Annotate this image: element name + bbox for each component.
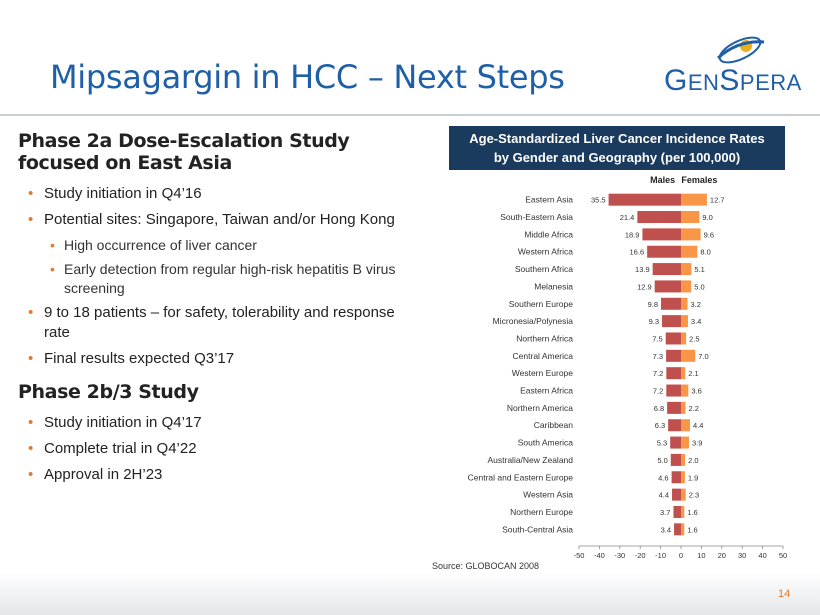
data-label-females: 1.6 (687, 507, 698, 517)
page-number: 14 (778, 588, 791, 600)
category-label: South-Eastern Asia (500, 212, 573, 223)
bar-males (662, 315, 681, 327)
section2-heading: Phase 2b/3 Study (18, 381, 199, 403)
data-label-males: 7.5 (652, 334, 663, 344)
x-tick-label: -10 (655, 551, 667, 558)
data-label-males: 13.9 (635, 265, 650, 275)
x-tick-label: 10 (697, 551, 706, 558)
subbullet-early-detection: • Early detection from regular high-risk hepatitis B virus screening (18, 260, 403, 298)
bullet-study-initiation: • Study initiation in Q4’16 (18, 184, 403, 204)
category-label: Eastern Asia (525, 194, 573, 205)
x-tick-label: -30 (614, 551, 626, 558)
bar-females (681, 246, 697, 258)
data-label-females: 3.9 (691, 438, 703, 448)
data-label-males: 7.2 (652, 386, 664, 396)
data-label-females: 8.0 (700, 247, 711, 257)
chart-banner (449, 126, 785, 170)
data-label-females: 4.4 (692, 421, 704, 431)
bar-males (666, 367, 681, 379)
x-tick-label: 0 (678, 551, 684, 558)
category-label: Southern Africa (514, 264, 573, 275)
bullet-final-results: • Final results expected Q3’17 (18, 349, 403, 369)
slide-title: Mipsagargin in HCC – Next Steps (50, 58, 565, 96)
bar-males (672, 471, 681, 483)
bar-females (681, 194, 707, 206)
bar-males (653, 263, 681, 275)
data-label-males: 4.6 (658, 473, 669, 483)
x-tick-label: 20 (717, 551, 726, 558)
category-label: Eastern Africa (520, 385, 573, 396)
category-label: Melanesia (534, 281, 573, 292)
title-divider (0, 114, 820, 116)
data-label-males: 16.6 (629, 247, 645, 257)
data-label-males: 12.9 (637, 282, 652, 292)
bar-males (642, 228, 681, 240)
data-label-females: 5.0 (694, 282, 705, 292)
bar-females (681, 211, 699, 223)
category-label: Northern Europe (510, 506, 573, 517)
data-label-females: 3.2 (690, 299, 701, 309)
data-label-females: 3.4 (690, 317, 702, 327)
bullet-potential-sites: • Potential sites: Singapore, Taiwan and/or Hong Kong (18, 210, 403, 230)
bar-males (661, 298, 681, 310)
bar-males (647, 246, 681, 258)
bar-females (681, 523, 684, 535)
data-label-males: 3.7 (660, 507, 671, 517)
bar-females (681, 280, 691, 292)
data-label-males: 7.2 (652, 369, 664, 379)
bar-males (673, 506, 681, 518)
chart-banner-line2: by Gender and Geography (per 100,000) (493, 150, 741, 165)
category-label: Western Europe (511, 368, 573, 379)
bar-males (672, 489, 681, 501)
category-label: Northern America (506, 402, 573, 413)
data-label-males: 9.8 (647, 299, 659, 309)
logo-wordmark: GENSPERA (664, 64, 802, 97)
incidence-chart (430, 168, 800, 558)
category-label: Western Africa (517, 246, 573, 257)
category-label: Northern Africa (516, 333, 573, 344)
x-tick-label: 50 (778, 551, 788, 558)
data-label-females: 1.6 (687, 525, 698, 535)
bar-males (666, 350, 681, 362)
subbullet-liver-cancer: • High occurrence of liver cancer (18, 236, 403, 255)
bar-females (681, 298, 688, 310)
bar-males (667, 402, 681, 414)
bar-females (681, 350, 695, 362)
category-label: Central America (512, 350, 573, 361)
bar-females (681, 385, 688, 397)
bar-males (671, 454, 681, 466)
bullet-2b3-approval: • Approval in 2H’23 (18, 465, 403, 485)
bullet-2b3-initiation: • Study initiation in Q4’17 (18, 413, 403, 433)
bar-females (681, 315, 688, 327)
bar-females (681, 332, 686, 344)
data-label-females: 9.6 (703, 230, 715, 240)
category-label: Caribbean (533, 420, 573, 431)
bar-males (668, 419, 681, 431)
company-logo (660, 30, 810, 100)
data-label-males: 5.0 (657, 455, 668, 465)
data-label-males: 21.4 (619, 213, 635, 223)
bar-females (681, 402, 685, 414)
category-label: Central and Eastern Europe (467, 472, 573, 483)
data-label-females: 2.1 (688, 369, 699, 379)
left-panel (18, 130, 403, 491)
category-label: Southern Europe (508, 298, 573, 309)
bar-males (666, 332, 681, 344)
data-label-males: 35.5 (590, 195, 606, 205)
bar-males (670, 437, 681, 449)
data-label-females: 5.1 (694, 265, 705, 275)
data-label-females: 7.0 (698, 351, 709, 361)
data-label-females: 2.5 (689, 334, 700, 344)
bar-males (674, 523, 681, 535)
data-label-females: 9.0 (702, 213, 713, 223)
data-label-females: 3.6 (691, 386, 702, 396)
data-label-males: 7.3 (652, 351, 664, 361)
bar-females (681, 263, 691, 275)
legend-females: Females (681, 175, 718, 185)
data-label-males: 6.8 (653, 403, 665, 413)
category-label: Micronesia/Polynesia (492, 316, 573, 327)
category-label: Australia/New Zealand (487, 454, 573, 465)
data-label-females: 2.0 (688, 455, 699, 465)
section1-heading: Phase 2a Dose-Escalation Study focused on East Asia (18, 130, 350, 174)
bar-females (681, 367, 685, 379)
bar-males (637, 211, 681, 223)
bar-females (681, 489, 686, 501)
bar-females (681, 506, 684, 518)
x-tick-label: 40 (758, 551, 767, 558)
data-label-females: 2.3 (688, 490, 700, 500)
bullet-2b3-complete: • Complete trial in Q4’22 (18, 439, 403, 459)
bar-males (609, 194, 681, 206)
x-tick-label: -40 (593, 551, 605, 558)
bar-females (681, 454, 685, 466)
x-tick-label: -20 (634, 551, 646, 558)
bar-males (666, 385, 681, 397)
data-label-females: 2.2 (688, 403, 699, 413)
data-label-females: 12.7 (709, 195, 725, 205)
chart-source: Source: GLOBOCAN 2008 (432, 561, 540, 571)
bar-females (681, 437, 689, 449)
footer-band (0, 572, 820, 615)
data-label-males: 3.4 (660, 525, 672, 535)
data-label-males: 5.3 (656, 438, 668, 448)
category-label: Middle Africa (524, 229, 573, 240)
legend-males: Males (650, 175, 676, 185)
bar-females (681, 471, 685, 483)
data-label-males: 4.4 (658, 490, 670, 500)
x-tick-label: 30 (738, 551, 747, 558)
data-label-males: 18.9 (624, 230, 640, 240)
bar-males (655, 280, 681, 292)
x-tick-label: -50 (573, 551, 585, 558)
data-label-females: 1.9 (687, 473, 699, 483)
data-label-males: 6.3 (654, 421, 666, 431)
bullet-patients: • 9 to 18 patients – for safety, tolerability and response rate (18, 303, 403, 343)
chart-banner-line1: Age-Standardized Liver Cancer Incidence Rates (469, 131, 765, 146)
category-label: South-Central Asia (502, 524, 573, 535)
bar-females (681, 228, 701, 240)
bar-females (681, 419, 690, 431)
category-label: South America (517, 437, 573, 448)
data-label-males: 9.3 (648, 317, 660, 327)
category-label: Western Asia (523, 489, 573, 500)
